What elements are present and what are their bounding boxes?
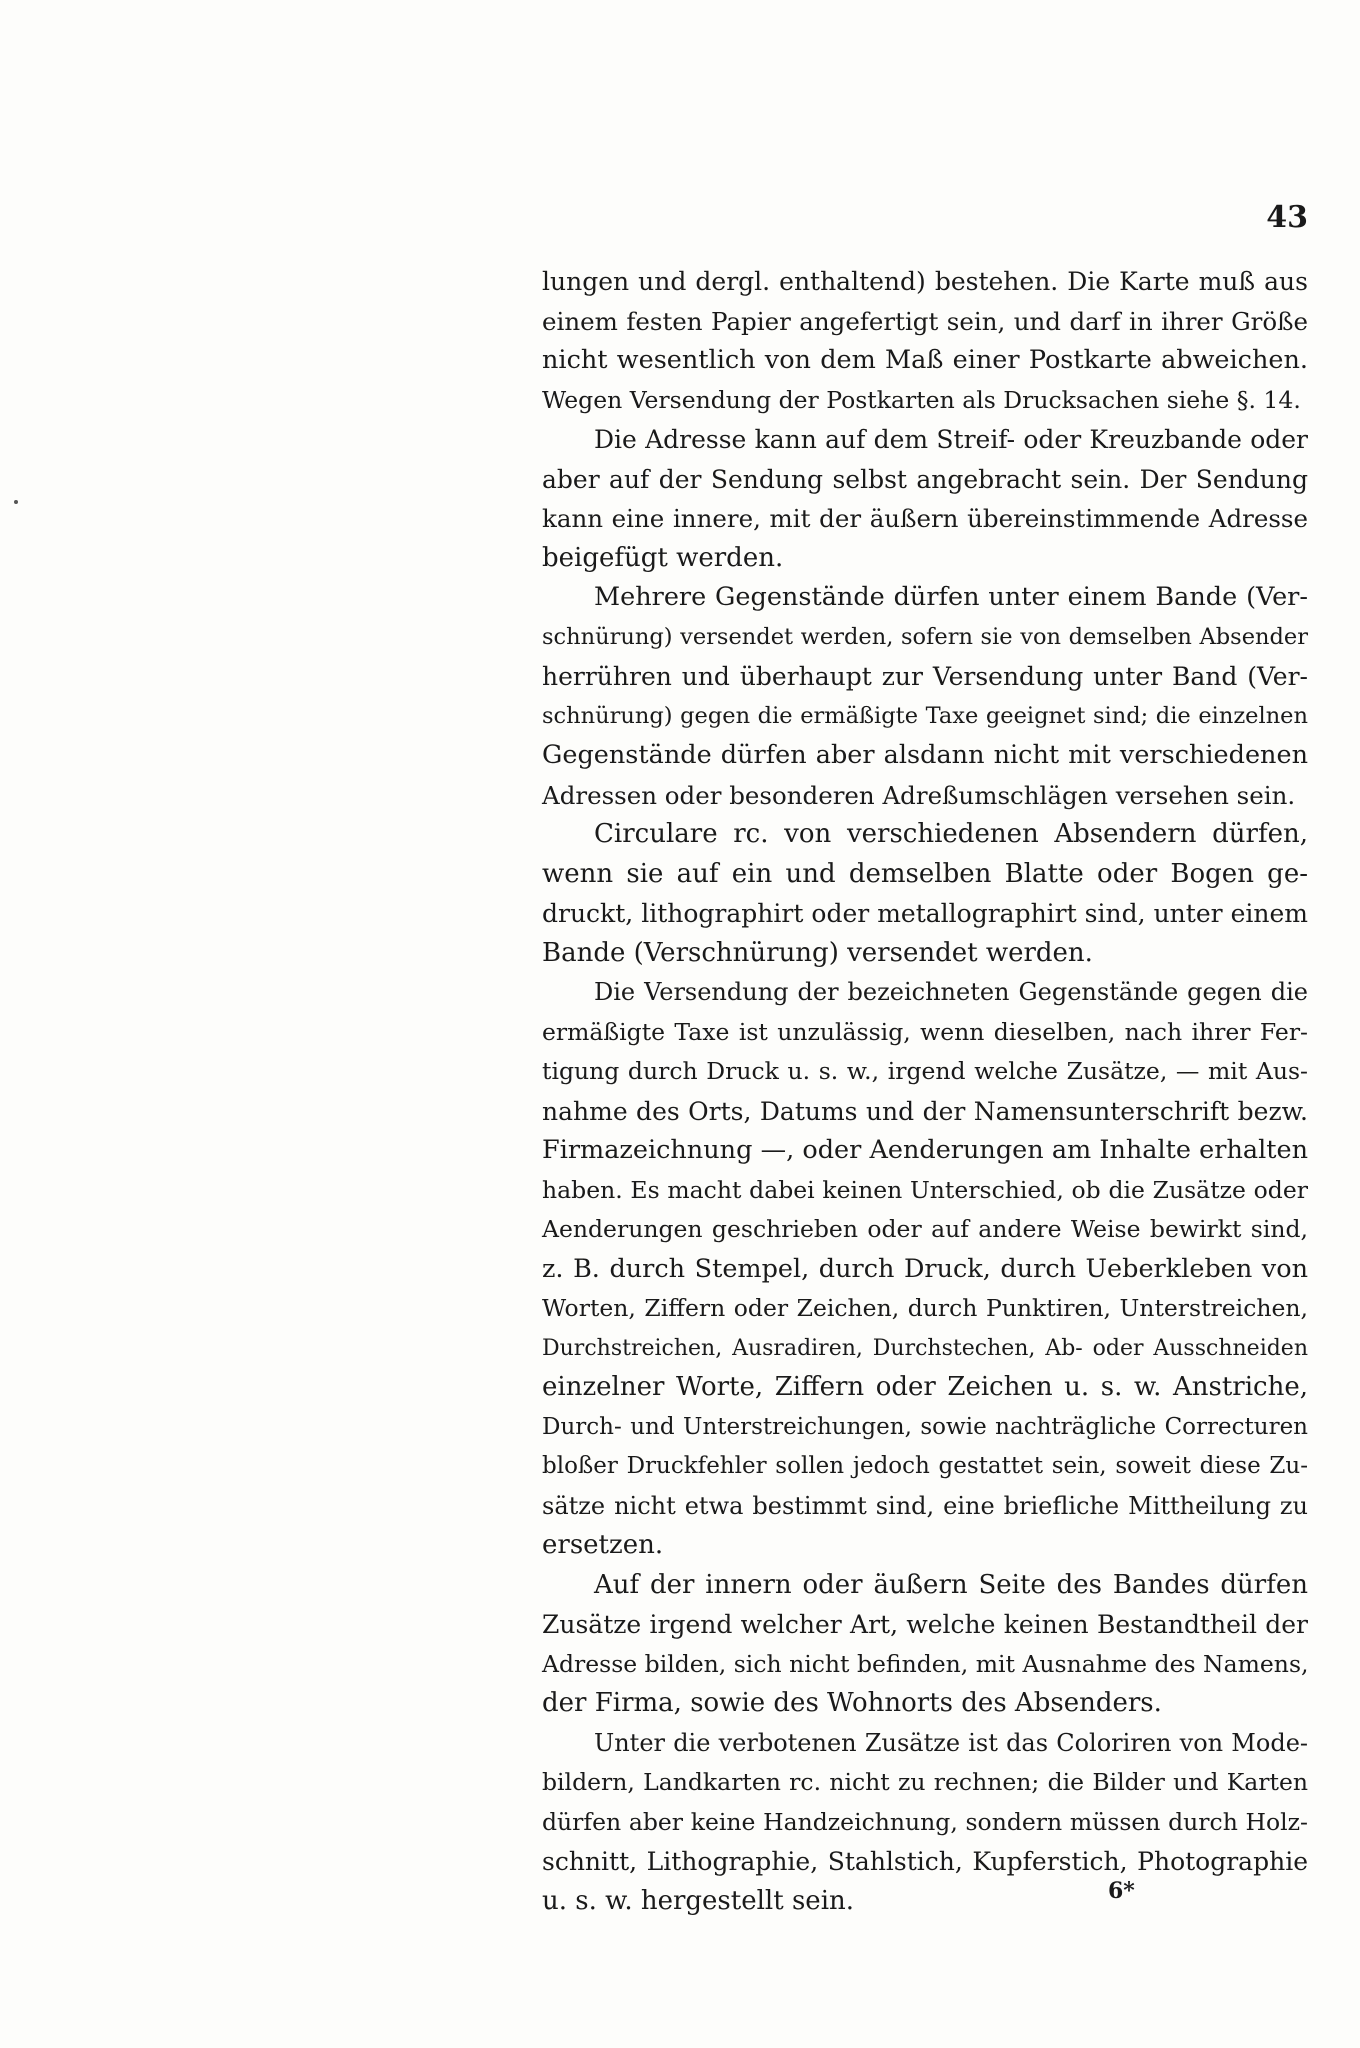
text-line: lungen und dergl. enthaltend) bestehen. Die Karte muß aus <box>542 267 1308 296</box>
text-line: haben. Es macht dabei keinen Unterschied, ob die Zusätze oder <box>542 1175 1308 1204</box>
text-line: wenn sie auf ein und demselben Blatte oder Bogen ge- <box>542 858 1308 889</box>
text-line: nicht wesentlich von dem Maß einer Postkarte abweichen. <box>542 345 1308 375</box>
text-line: Adressen oder besonderen Adreßumschlägen versehen sein. <box>542 780 1296 810</box>
text-line: Wegen Versendung der Postkarten als Drucksachen siehe §. 14. <box>542 385 1301 414</box>
text-line: Aenderungen geschrieben oder auf andere Weise bewirkt sind, <box>542 1215 1308 1243</box>
text-line: bloßer Druckfehler sollen jedoch gestattet sein, soweit diese Zu- <box>542 1453 1308 1479</box>
body-text <box>542 262 1308 1921</box>
text-line: Firmazeichnung —, oder Aenderungen am Inhalte erhalten <box>542 1135 1308 1165</box>
text-line: ersetzen. <box>542 1530 664 1560</box>
text-line: beigefügt werden. <box>542 542 784 573</box>
text-line: der Firma, sowie des Wohnorts des Absenders. <box>542 1688 1162 1718</box>
text-line: Circulare rc. von verschiedenen Absendern dürfen, <box>594 819 1308 849</box>
text-line: einem festen Papier angefertigt sein, und darf in ihrer Größe <box>542 306 1308 336</box>
text-line: dürfen aber keine Handzeichnung, sondern müssen durch Holz- <box>542 1807 1308 1836</box>
text-line: sätze nicht etwa bestimmt sind, eine briefliche Mittheilung zu <box>542 1491 1308 1520</box>
text-line: schnürung) gegen die ermäßigte Taxe geeignet sind; die einzelnen <box>542 702 1308 729</box>
text-line: Worten, Ziffern oder Zeichen, durch Punktiren, Unterstreichen, <box>542 1294 1308 1322</box>
margin-speck <box>14 500 18 504</box>
text-line: Durchstreichen, Ausradiren, Durchstechen, Ab- oder Ausschneiden <box>542 1335 1308 1361</box>
text-line: einzelner Worte, Ziffern oder Zeichen u. s. w. Anstriche, <box>542 1372 1308 1402</box>
text-line: bildern, Landkarten rc. nicht zu rechnen; die Bilder und Karten <box>542 1768 1308 1796</box>
text-line: Bande (Verschnürung) versendet werden. <box>542 937 1093 968</box>
text-line: Mehrere Gegenstände dürfen unter einem Bande (Ver- <box>594 582 1308 612</box>
page-number: 43 <box>1266 200 1308 235</box>
text-line: u. s. w. hergestellt sein. <box>542 1885 855 1916</box>
text-line: kann eine innere, mit der äußern übereinstimmende Adresse <box>542 504 1308 533</box>
text-line: Zusätze irgend welcher Art, welche keinen Bestandtheil der <box>542 1610 1308 1639</box>
text-line: Unter die verbotenen Zusätze ist das Coloriren von Mode- <box>594 1728 1308 1757</box>
text-line: schnürung) versendet werden, sofern sie von demselben Absender <box>542 623 1308 650</box>
text-line: aber auf der Sendung selbst angebracht sein. Der Sendung <box>542 464 1308 494</box>
text-line: nahme des Orts, Datums und der Namensunterschrift bezw. <box>542 1096 1308 1126</box>
text-line: Die Adresse kann auf dem Streif- oder Kreuzbande oder <box>594 425 1308 454</box>
text-line: z. B. durch Stempel, durch Druck, durch Ueberkleben von <box>542 1253 1308 1284</box>
text-line: Adresse bilden, sich nicht befinden, mit Ausnahme des Namens, <box>542 1649 1309 1678</box>
text-line: herrühren und überhaupt zur Versendung unter Band (Ver- <box>542 662 1308 691</box>
text-line: Durch- und Unterstreichungen, sowie nachträgliche Correcturen <box>542 1413 1308 1440</box>
text-line: Gegenstände dürfen aber alsdann nicht mit verschiedenen <box>542 740 1308 770</box>
text-line: schnitt, Lithographie, Stahlstich, Kupferstich, Photographie <box>542 1847 1308 1876</box>
text-line: Auf der innern oder äußern Seite des Bandes dürfen <box>594 1569 1308 1600</box>
text-line: druckt, lithographirt oder metallographirt sind, unter einem <box>542 899 1308 928</box>
printer-signature-mark: 6* <box>1108 1878 1135 1904</box>
text-line: tigung durch Druck u. s. w., irgend welche Zusätze, — mit Aus- <box>542 1057 1308 1085</box>
text-line: Die Versendung der bezeichneten Gegenstände gegen die <box>594 978 1308 1006</box>
text-line: ermäßigte Taxe ist unzulässig, wenn dieselben, nach ihrer Fer- <box>542 1017 1308 1046</box>
